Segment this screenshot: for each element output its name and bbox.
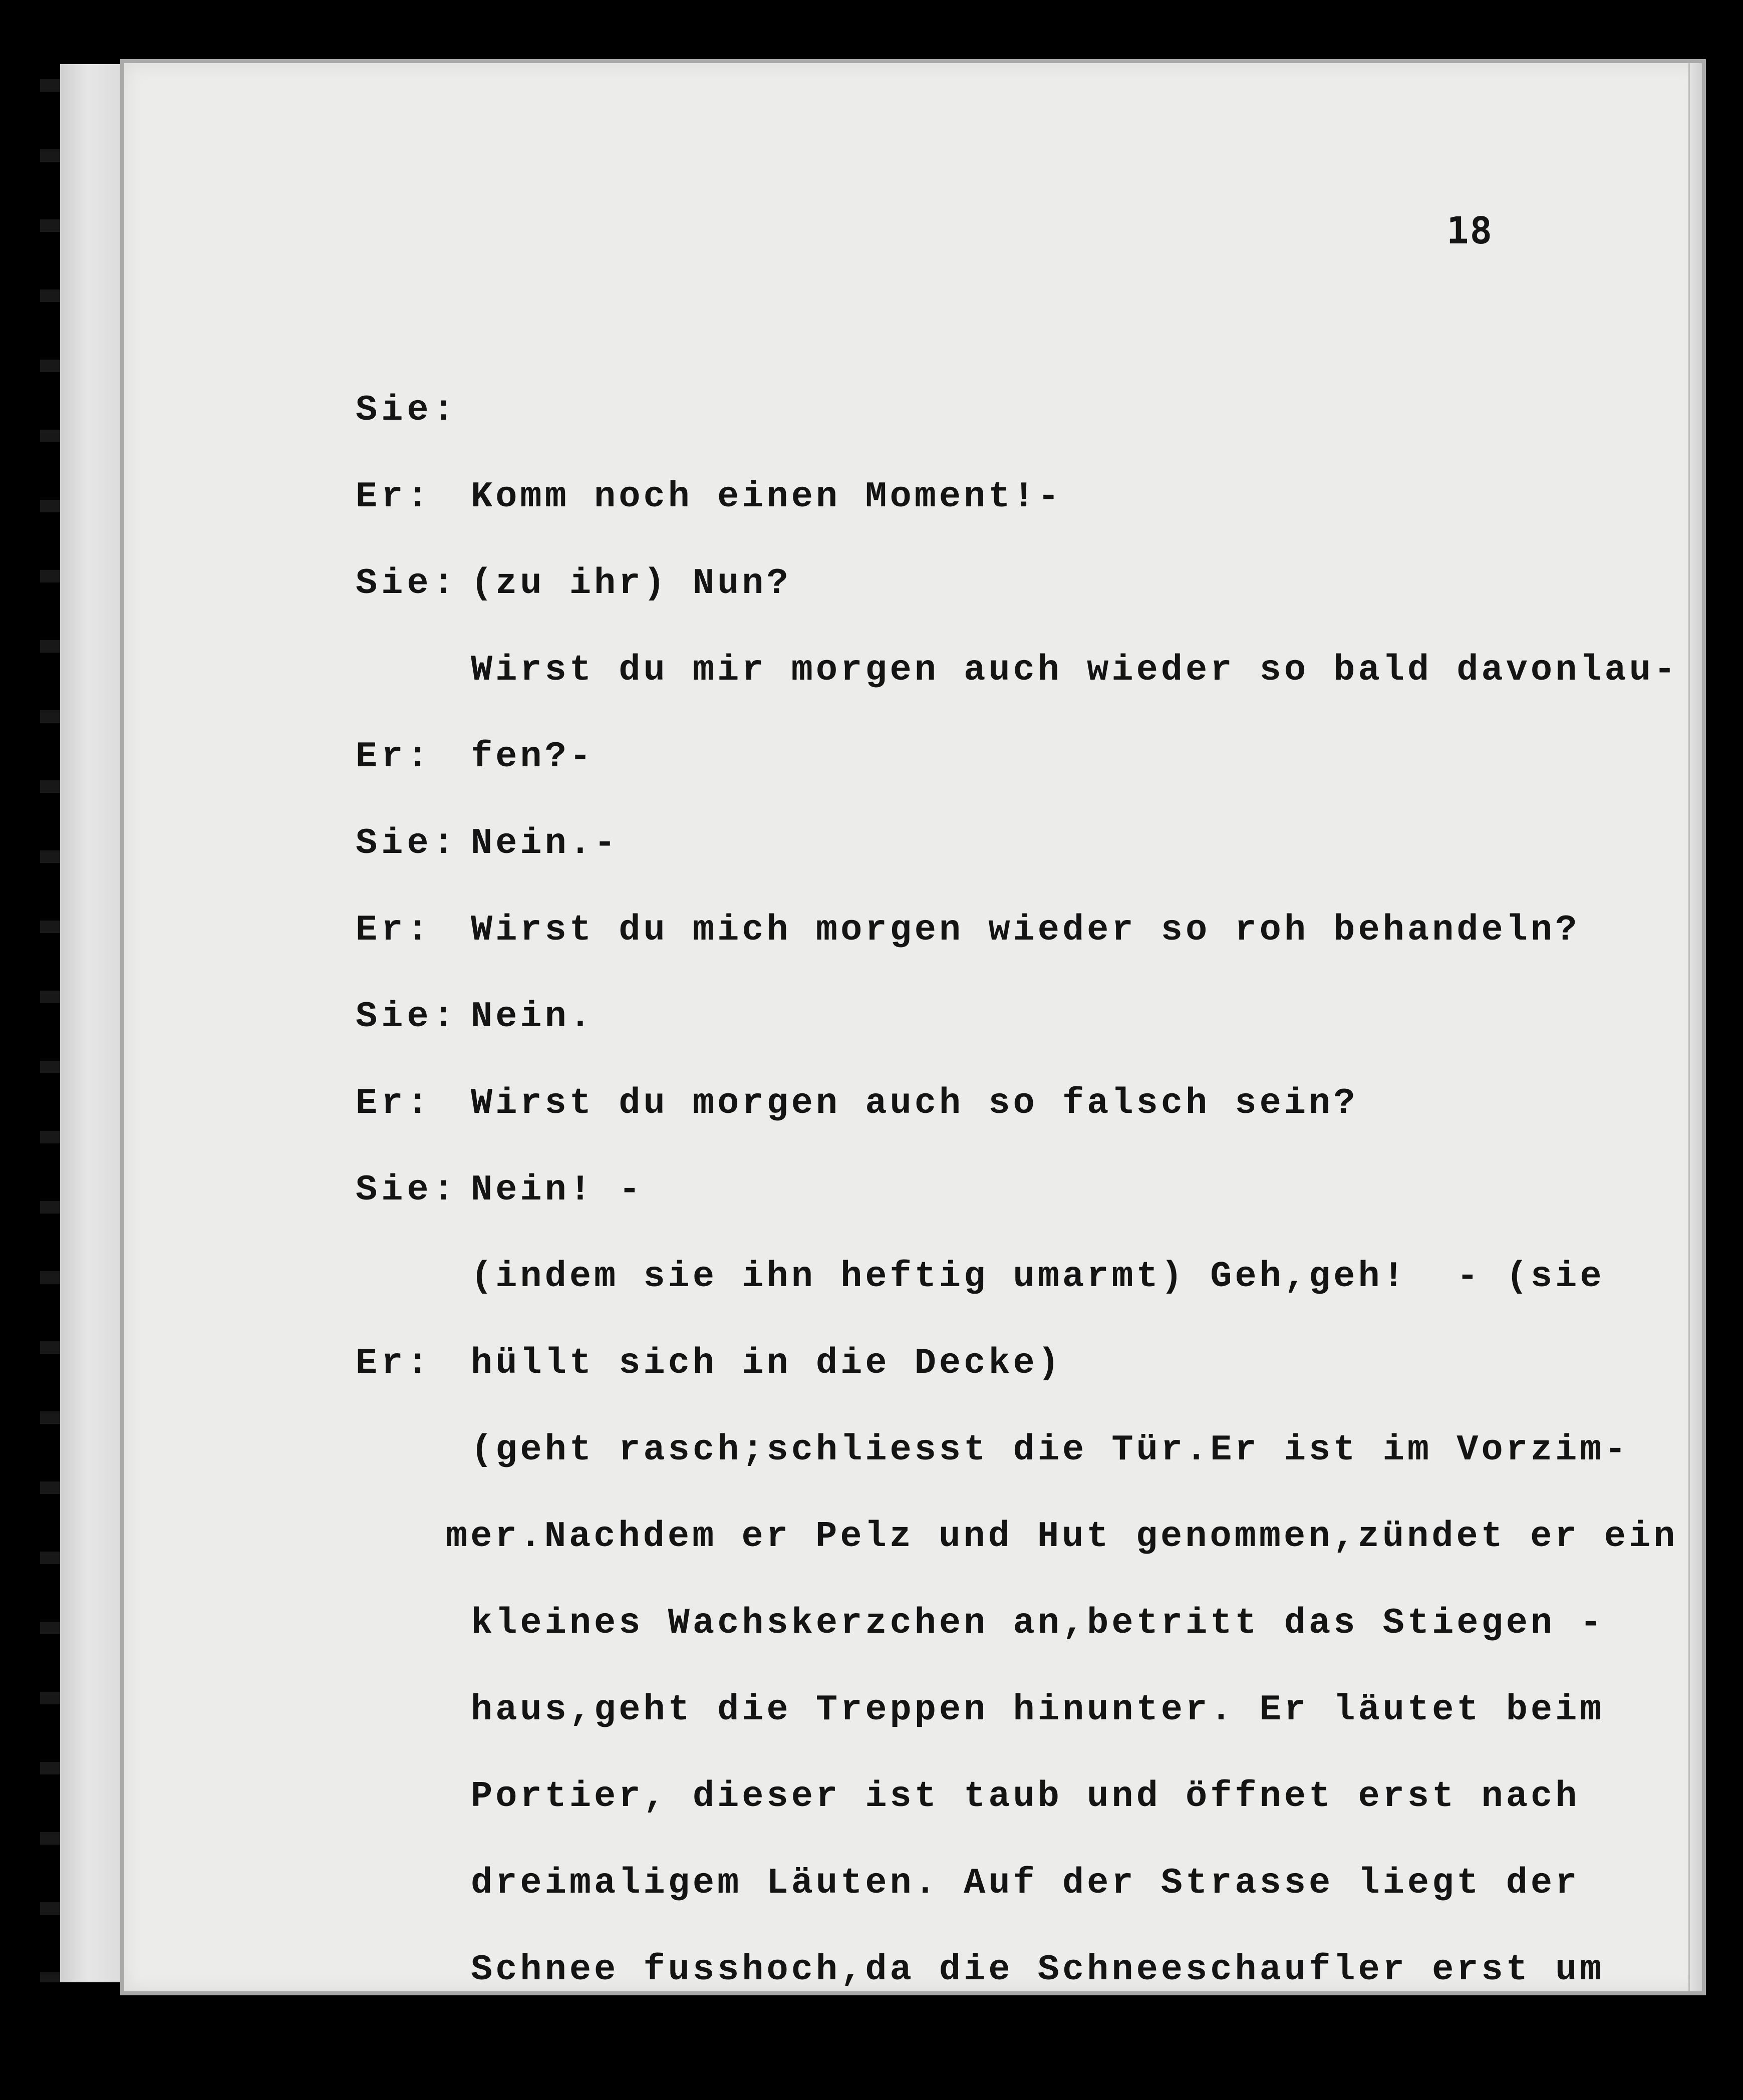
speaker-label: Sie: — [356, 823, 458, 864]
stage-direction-text: (geht rasch;schliesst die Tür.Er ist im Vorzim- — [471, 1429, 1629, 1470]
dialogue-text: Nein.- — [471, 823, 619, 864]
page-right-edge — [1688, 63, 1702, 1991]
dialogue-text: Komm noch einen Moment!- — [471, 476, 1062, 517]
dialogue-text-continued: hüllt sich in die Decke) — [471, 1343, 1062, 1384]
dialogue-text: Wirst du mich morgen wieder so roh behandeln? — [471, 910, 1580, 951]
stage-direction-continued: Schnee fusshoch,da die Schneeschaufler erst um — [471, 1949, 1605, 1990]
dialogue-text: (indem sie ihn heftig umarmt) Geh,geh! - (sie — [471, 1256, 1605, 1297]
dialogue-text: (zu ihr) Nun? — [471, 563, 791, 604]
dialogue-text: Wirst du morgen auch so falsch sein? — [471, 1083, 1358, 1124]
speaker-label: Er: — [356, 910, 433, 951]
speaker-label: Sie: — [356, 390, 458, 431]
speaker-label: Sie: — [356, 563, 458, 604]
speaker-label: Er: — [356, 1343, 433, 1384]
stage-direction-continued: kleines Wachskerzchen an,betritt das Stiegen - — [471, 1603, 1605, 1644]
speaker-label: Sie: — [356, 1169, 458, 1211]
stage-direction-continued: haus,geht die Treppen hinunter. Er läutet beim — [471, 1689, 1605, 1730]
speaker-label: Er: — [356, 1083, 433, 1124]
dialogue-text-continued: fen?- — [471, 736, 595, 777]
page-number: 18 — [1446, 209, 1494, 252]
speaker-label: Er: — [356, 476, 433, 517]
stage-direction-continued: dreimaligem Läuten. Auf der Strasse liegt der — [471, 1863, 1580, 1904]
speaker-label: Er: — [356, 736, 433, 777]
dialogue-text: Wirst du mir morgen auch wieder so bald davonlau- — [471, 650, 1679, 691]
stage-direction-continued: mer.Nachdem er Pelz und Hut genommen,zündet er ein — [446, 1516, 1678, 1557]
dialogue-body — [235, 280, 1679, 1990]
dialogue-text: Nein! - — [471, 1169, 644, 1211]
dialogue-text: Nein. — [471, 996, 595, 1037]
stage-direction-continued: Portier, dieser ist taub und öffnet erst nach — [471, 1776, 1580, 1817]
speaker-label: Sie: — [356, 996, 458, 1037]
